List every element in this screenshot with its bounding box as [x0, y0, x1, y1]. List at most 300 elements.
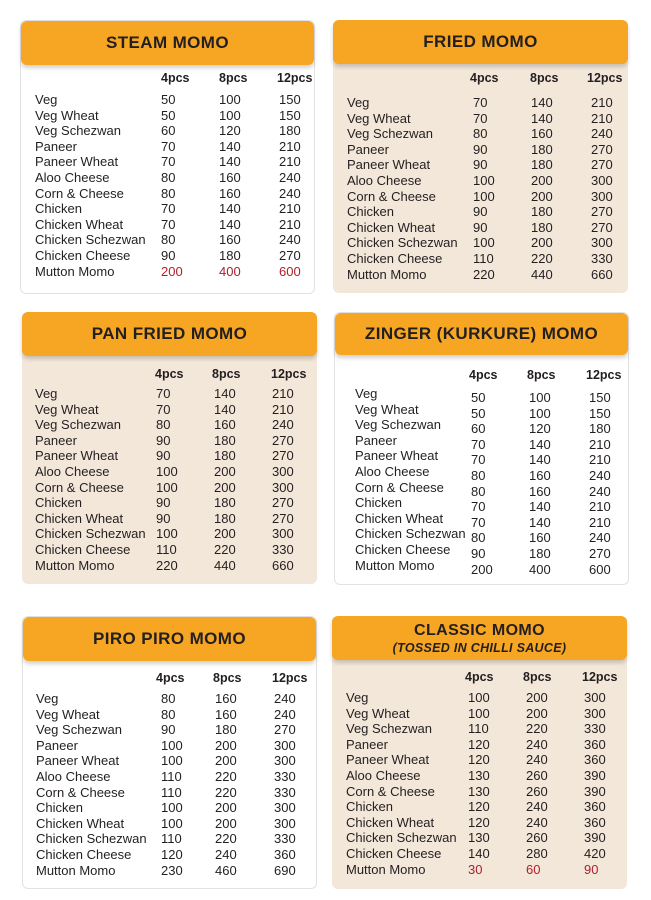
col-8pcs: 8pcs: [530, 71, 559, 85]
menu-item-row: [333, 235, 628, 251]
item-name: Chicken Schezwan: [347, 235, 458, 251]
menu-item-row: [23, 769, 316, 785]
price-12pcs: 240: [279, 185, 301, 201]
price-12pcs: 330: [591, 250, 613, 266]
price-8pcs: 200: [526, 705, 548, 721]
menu-item-row: [21, 201, 314, 217]
item-name: Chicken: [35, 495, 82, 511]
price-4pcs: 100: [473, 235, 495, 251]
col-4pcs: 4pcs: [465, 670, 494, 684]
price-12pcs: 240: [274, 706, 296, 722]
price-4pcs: 90: [473, 141, 488, 157]
item-name: Chicken Wheat: [346, 814, 435, 830]
item-name: Aloo Cheese: [35, 169, 110, 185]
menu-item-row: [22, 464, 317, 480]
menu-item-row: [23, 753, 316, 769]
price-12pcs: 210: [279, 201, 301, 217]
price-4pcs: 50: [471, 405, 486, 421]
menu-item-row: [23, 800, 316, 816]
item-name: Paneer Wheat: [347, 157, 431, 173]
item-name: Chicken Wheat: [36, 815, 125, 831]
price-8pcs: 100: [529, 405, 551, 421]
price-12pcs: 150: [589, 390, 611, 405]
fried-momo-card: [333, 20, 628, 293]
price-8pcs: 140: [214, 386, 236, 401]
item-name: Chicken: [346, 799, 393, 815]
menu-item-row: [23, 831, 316, 847]
price-4pcs: 70: [471, 452, 486, 468]
price-8pcs: 160: [215, 691, 237, 706]
price-4pcs: 130: [468, 783, 490, 799]
price-4pcs: 90: [473, 157, 488, 173]
price-12pcs: 180: [279, 123, 301, 139]
price-8pcs: 100: [529, 390, 551, 405]
menu-item-row: [335, 557, 628, 577]
price-4pcs: 60: [161, 123, 176, 139]
price-8pcs: 260: [526, 783, 548, 799]
price-4pcs: 30: [468, 861, 483, 877]
item-name: Veg: [355, 386, 378, 401]
price-4pcs: 90: [473, 219, 488, 235]
menu-item-row: [22, 417, 317, 433]
price-4pcs: 70: [471, 499, 486, 515]
price-4pcs: 80: [471, 483, 486, 499]
menu-item-row: [23, 722, 316, 738]
menu-item-row: [335, 417, 628, 437]
price-12pcs: 390: [584, 830, 606, 846]
price-8pcs: 200: [215, 800, 237, 816]
price-4pcs: 70: [471, 514, 486, 530]
price-8pcs: 200: [531, 235, 553, 251]
price-12pcs: 330: [274, 784, 296, 800]
price-8pcs: 180: [214, 432, 236, 448]
section-title: STEAM MOMO: [106, 33, 229, 52]
price-8pcs: 200: [215, 737, 237, 753]
piro-piro-momo-card: [22, 616, 317, 889]
item-name: Chicken Wheat: [355, 510, 444, 526]
menu-item-row: [23, 847, 316, 863]
item-name: Veg Wheat: [347, 110, 411, 126]
price-8pcs: 140: [219, 138, 241, 154]
price-4pcs: 90: [156, 495, 171, 511]
price-8pcs: 100: [219, 107, 241, 123]
menu-item-row: [333, 204, 628, 220]
menu-item-row: [22, 402, 317, 418]
price-12pcs: 210: [272, 401, 294, 417]
item-name: Chicken: [35, 201, 82, 217]
price-4pcs: 120: [161, 846, 183, 862]
price-12pcs: 390: [584, 767, 606, 783]
price-8pcs: 140: [529, 514, 551, 530]
price-4pcs: 80: [161, 169, 176, 185]
price-4pcs: 200: [161, 263, 183, 279]
price-8pcs: 120: [529, 421, 551, 437]
price-8pcs: 200: [531, 188, 553, 204]
price-rows: [23, 691, 316, 878]
item-name: Chicken: [347, 204, 394, 220]
price-4pcs: 80: [471, 467, 486, 483]
item-name: Paneer Wheat: [36, 753, 120, 769]
price-4pcs: 120: [468, 736, 490, 752]
price-12pcs: 330: [272, 541, 294, 557]
price-4pcs: 120: [468, 752, 490, 768]
price-12pcs: 330: [274, 831, 296, 847]
price-8pcs: 240: [215, 846, 237, 862]
price-8pcs: 220: [531, 250, 553, 266]
item-name: Paneer: [35, 138, 77, 154]
menu-item-row: [335, 526, 628, 546]
item-name: Paneer Wheat: [35, 154, 119, 170]
price-12pcs: 360: [584, 799, 606, 815]
price-12pcs: 300: [274, 815, 296, 831]
section-header: [22, 312, 317, 356]
price-12pcs: 330: [584, 721, 606, 737]
menu-item-row: [332, 706, 627, 722]
menu-item-row: [335, 541, 628, 561]
col-8pcs: 8pcs: [212, 367, 241, 381]
item-name: Aloo Cheese: [346, 767, 421, 783]
price-8pcs: 200: [526, 690, 548, 705]
price-8pcs: 140: [219, 201, 241, 217]
section-title: ZINGER (KURKURE) MOMO: [364, 324, 599, 343]
price-4pcs: 100: [473, 188, 495, 204]
menu-item-row: [23, 691, 316, 707]
price-4pcs: 100: [156, 479, 178, 495]
item-name: Veg: [35, 386, 58, 401]
menu-item-row: [23, 816, 316, 832]
menu-item-row: [22, 495, 317, 511]
menu-item-row: [335, 448, 628, 468]
price-8pcs: 140: [529, 436, 551, 452]
menu-item-row: [333, 251, 628, 267]
price-4pcs: 100: [161, 815, 183, 831]
price-4pcs: 90: [156, 448, 171, 464]
price-8pcs: 240: [526, 752, 548, 768]
price-4pcs: 110: [161, 768, 182, 784]
menu-item-row: [332, 752, 627, 768]
price-8pcs: 200: [531, 172, 553, 188]
item-name: Veg: [35, 92, 58, 107]
item-name: Chicken Wheat: [347, 219, 436, 235]
menu-item-row: [332, 862, 627, 878]
price-rows: [21, 92, 314, 279]
menu-item-row: [333, 189, 628, 205]
menu-item-row: [21, 108, 314, 124]
menu-item-row: [332, 846, 627, 862]
item-name: Chicken Schezwan: [355, 526, 466, 542]
menu-item-row: [22, 526, 317, 542]
item-name: Paneer: [355, 432, 397, 448]
col-12pcs: 12pcs: [271, 367, 307, 381]
item-name: Mutton Momo: [347, 266, 427, 282]
menu-item-row: [335, 479, 628, 499]
menu-item-row: [23, 863, 316, 879]
price-8pcs: 160: [219, 185, 241, 201]
item-name: Paneer Wheat: [355, 448, 439, 464]
menu-item-row: [333, 111, 628, 127]
price-rows: [333, 95, 628, 282]
col-12pcs: 12pcs: [586, 368, 622, 382]
item-name: Veg Wheat: [35, 401, 99, 417]
menu-item-row: [333, 142, 628, 158]
menu-item-row: [21, 123, 314, 139]
price-4pcs: 110: [156, 541, 177, 557]
menu-item-row: [22, 511, 317, 527]
price-4pcs: 80: [161, 691, 176, 706]
price-8pcs: 140: [214, 401, 236, 417]
item-name: Veg: [347, 95, 370, 110]
price-12pcs: 270: [272, 448, 294, 464]
price-8pcs: 460: [215, 862, 237, 878]
item-name: Aloo Cheese: [36, 768, 111, 784]
price-12pcs: 240: [272, 417, 294, 433]
item-name: Paneer Wheat: [346, 752, 430, 768]
price-8pcs: 160: [219, 169, 241, 185]
menu-item-row: [21, 217, 314, 233]
item-name: Paneer: [347, 141, 389, 157]
item-name: Veg Wheat: [35, 107, 99, 123]
menu-item-row: [21, 248, 314, 264]
price-12pcs: 210: [279, 154, 301, 170]
item-name: Veg Schezwan: [346, 721, 433, 737]
price-12pcs: 240: [589, 483, 611, 499]
price-4pcs: 90: [161, 247, 176, 263]
price-12pcs: 210: [589, 436, 611, 452]
section-header: [21, 21, 314, 65]
menu-item-row: [335, 510, 628, 530]
price-8pcs: 140: [219, 216, 241, 232]
price-8pcs: 160: [529, 483, 551, 499]
item-name: Chicken Schezwan: [36, 831, 147, 847]
price-4pcs: 70: [156, 386, 171, 401]
price-4pcs: 120: [468, 799, 490, 815]
price-8pcs: 240: [526, 799, 548, 815]
price-8pcs: 160: [215, 706, 237, 722]
price-4pcs: 90: [161, 722, 176, 738]
price-12pcs: 150: [279, 92, 301, 107]
menu-item-row: [22, 480, 317, 496]
price-8pcs: 260: [526, 830, 548, 846]
price-12pcs: 600: [589, 561, 611, 577]
item-name: Corn & Cheese: [347, 188, 436, 204]
price-12pcs: 270: [272, 510, 294, 526]
menu-item-row: [23, 785, 316, 801]
menu-item-row: [23, 738, 316, 754]
price-12pcs: 660: [272, 557, 294, 573]
item-name: Mutton Momo: [346, 861, 426, 877]
price-12pcs: 240: [591, 126, 613, 142]
price-4pcs: 80: [161, 232, 176, 248]
price-8pcs: 140: [531, 110, 553, 126]
item-name: Veg Schezwan: [347, 126, 434, 142]
item-name: Veg Wheat: [346, 705, 410, 721]
price-12pcs: 90: [584, 861, 599, 877]
price-4pcs: 220: [473, 266, 495, 282]
price-4pcs: 100: [473, 172, 495, 188]
price-4pcs: 70: [161, 201, 176, 217]
section-header: [335, 313, 628, 355]
price-12pcs: 300: [272, 479, 294, 495]
item-name: Corn & Cheese: [36, 784, 125, 800]
price-8pcs: 180: [529, 545, 551, 561]
price-8pcs: 400: [529, 561, 551, 577]
price-4pcs: 100: [161, 753, 183, 769]
price-8pcs: 180: [214, 448, 236, 464]
price-12pcs: 270: [591, 204, 613, 220]
price-8pcs: 280: [526, 845, 548, 861]
menu-item-row: [21, 264, 314, 280]
price-12pcs: 360: [274, 846, 296, 862]
price-12pcs: 390: [584, 783, 606, 799]
item-name: Mutton Momo: [35, 263, 115, 279]
price-4pcs: 50: [161, 107, 176, 123]
col-4pcs: 4pcs: [161, 71, 190, 85]
price-12pcs: 300: [274, 800, 296, 816]
price-4pcs: 100: [468, 690, 490, 705]
menu-item-row: [332, 799, 627, 815]
item-name: Chicken Cheese: [35, 247, 131, 263]
menu-item-row: [332, 815, 627, 831]
item-name: Mutton Momo: [35, 557, 115, 573]
price-12pcs: 600: [279, 263, 301, 279]
price-12pcs: 300: [272, 463, 294, 479]
menu-item-row: [22, 542, 317, 558]
pan-fried-momo-card: [22, 312, 317, 584]
item-name: Veg Schezwan: [36, 722, 123, 738]
zinger-kurkure-momo-card: [334, 312, 629, 585]
item-name: Corn & Cheese: [355, 479, 444, 495]
item-name: Veg: [346, 690, 369, 705]
item-name: Veg Schezwan: [35, 417, 122, 433]
price-12pcs: 300: [584, 690, 606, 705]
col-12pcs: 12pcs: [277, 71, 313, 85]
price-8pcs: 180: [219, 247, 241, 263]
price-12pcs: 270: [591, 219, 613, 235]
price-8pcs: 200: [215, 753, 237, 769]
price-4pcs: 90: [156, 432, 171, 448]
price-8pcs: 240: [526, 814, 548, 830]
menu-item-row: [333, 173, 628, 189]
price-12pcs: 240: [279, 169, 301, 185]
item-name: Veg Wheat: [36, 706, 100, 722]
col-12pcs: 12pcs: [582, 670, 618, 684]
price-rows: [332, 690, 627, 877]
menu-item-row: [333, 126, 628, 142]
price-12pcs: 240: [279, 232, 301, 248]
section-subtitle: (TOSSED IN CHILLI SAUCE): [392, 640, 567, 655]
price-4pcs: 90: [471, 545, 486, 561]
item-name: Corn & Cheese: [346, 783, 435, 799]
item-name: Aloo Cheese: [35, 463, 110, 479]
price-12pcs: 300: [274, 753, 296, 769]
price-12pcs: 300: [274, 737, 296, 753]
price-8pcs: 140: [529, 499, 551, 515]
menu-item-row: [332, 721, 627, 737]
item-name: Chicken Schezwan: [35, 232, 146, 248]
col-4pcs: 4pcs: [470, 71, 499, 85]
price-4pcs: 70: [473, 110, 488, 126]
price-12pcs: 270: [274, 722, 296, 738]
price-8pcs: 140: [531, 95, 553, 110]
item-name: Paneer Wheat: [35, 448, 119, 464]
price-8pcs: 220: [526, 721, 548, 737]
item-name: Chicken: [36, 800, 83, 816]
item-name: Chicken Cheese: [347, 250, 443, 266]
price-4pcs: 70: [161, 138, 176, 154]
price-8pcs: 400: [219, 263, 241, 279]
price-4pcs: 100: [156, 463, 178, 479]
price-12pcs: 270: [591, 141, 613, 157]
item-name: Veg: [36, 691, 59, 706]
price-8pcs: 140: [219, 154, 241, 170]
price-12pcs: 300: [584, 705, 606, 721]
menu-item-row: [22, 448, 317, 464]
price-4pcs: 70: [161, 216, 176, 232]
price-8pcs: 180: [531, 141, 553, 157]
price-8pcs: 200: [215, 815, 237, 831]
price-4pcs: 70: [156, 401, 171, 417]
section-header: [332, 616, 627, 660]
item-name: Chicken: [355, 495, 402, 511]
price-8pcs: 220: [215, 831, 237, 847]
item-name: Chicken Wheat: [35, 216, 124, 232]
item-name: Aloo Cheese: [347, 172, 422, 188]
price-12pcs: 150: [589, 405, 611, 421]
item-name: Mutton Momo: [355, 557, 435, 573]
menu-item-row: [335, 401, 628, 421]
price-8pcs: 180: [214, 495, 236, 511]
price-12pcs: 210: [589, 514, 611, 530]
item-name: Veg Schezwan: [355, 417, 442, 433]
item-name: Paneer: [35, 432, 77, 448]
price-4pcs: 80: [473, 126, 488, 142]
price-4pcs: 70: [471, 436, 486, 452]
section-title: CLASSIC MOMO: [413, 621, 546, 639]
price-8pcs: 220: [214, 541, 236, 557]
price-12pcs: 300: [591, 188, 613, 204]
price-8pcs: 260: [526, 767, 548, 783]
price-rows: [335, 386, 628, 577]
section-title: PIRO PIRO MOMO: [93, 629, 246, 648]
price-8pcs: 180: [531, 157, 553, 173]
menu-item-row: [21, 154, 314, 170]
price-4pcs: 80: [161, 706, 176, 722]
price-12pcs: 210: [591, 95, 613, 110]
price-4pcs: 130: [468, 830, 490, 846]
menu-item-row: [21, 92, 314, 108]
price-4pcs: 130: [468, 767, 490, 783]
menu-item-row: [332, 690, 627, 706]
col-4pcs: 4pcs: [155, 367, 184, 381]
price-12pcs: 240: [589, 530, 611, 546]
price-12pcs: 330: [274, 768, 296, 784]
menu-item-row: [332, 830, 627, 846]
col-12pcs: 12pcs: [587, 71, 623, 85]
col-8pcs: 8pcs: [527, 368, 556, 382]
item-name: Chicken Schezwan: [35, 526, 146, 542]
price-12pcs: 270: [272, 495, 294, 511]
price-8pcs: 200: [214, 479, 236, 495]
menu-item-row: [333, 95, 628, 111]
price-4pcs: 50: [161, 92, 176, 107]
price-4pcs: 200: [471, 561, 493, 577]
menu-item-row: [332, 768, 627, 784]
price-8pcs: 160: [529, 467, 551, 483]
section-header: [333, 20, 628, 64]
section-title: PAN FRIED MOMO: [91, 324, 248, 343]
item-name: Corn & Cheese: [35, 185, 124, 201]
price-4pcs: 110: [161, 831, 182, 847]
